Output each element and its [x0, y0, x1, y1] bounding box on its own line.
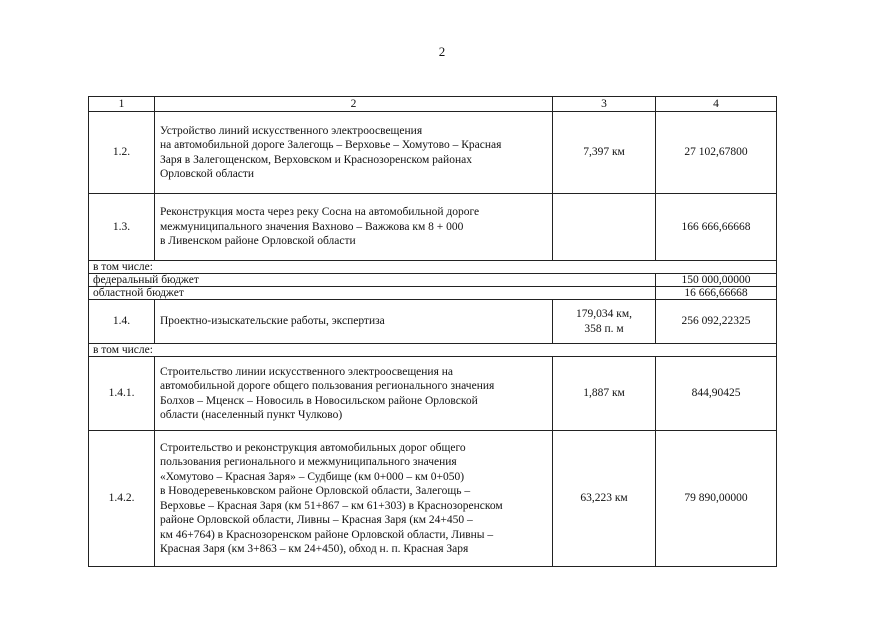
description-line: Строительство линии искусственного электроосвещения на: [160, 365, 454, 378]
description-line: в Новодеревеньковском районе Орловской области, Залегощь –: [160, 485, 471, 497]
fund-label: федеральный бюджет: [89, 274, 656, 287]
row-description: [155, 194, 553, 261]
description-line: Орловской области: [160, 168, 255, 180]
description-line: Реконструкция моста через реку Сосна на автомобильной дороге: [160, 206, 480, 219]
description-line: в Ливенском районе Орловской области: [160, 235, 356, 248]
fund-sum: 150 000,00000: [656, 274, 777, 287]
row-number: 1.4.1.: [89, 357, 155, 431]
length-line: 63,223 км: [580, 492, 628, 505]
description-line: районе Орловской области, Ливны – Красная Заря (км 24+450 –: [160, 514, 473, 526]
fund-label: областной бюджет: [89, 287, 656, 300]
column-header: 1: [89, 97, 155, 112]
description-line: «Хомутово – Красная Заря» – Судбище (км 0+000 – км 0+050): [160, 470, 465, 483]
column-header: 3: [553, 97, 656, 112]
subtotal-label: в том числе:: [89, 261, 777, 274]
table-row: [89, 357, 777, 431]
row-length: [553, 194, 656, 261]
description-line: автомобильной дороге общего пользования регионального значения: [160, 380, 495, 392]
description-line: км 46+764) в Краснозоренском районе Орловской области, Ливны –: [160, 528, 494, 541]
row-number: 1.2.: [89, 112, 155, 194]
table-row: [89, 112, 777, 194]
row-sum: 166 666,66668: [656, 194, 777, 261]
row-number: 1.4.2.: [89, 431, 155, 567]
subtotal-row: [89, 344, 777, 357]
row-description: [155, 431, 553, 567]
description-line: Болхов – Мценск – Новосиль в Новосильском районе Орловской: [160, 394, 478, 407]
description-line: на автомобильной дороге Залегощь – Верховье – Хомутово – Красная: [160, 139, 502, 151]
subtotal-label: в том числе:: [89, 344, 777, 357]
description-line: Заря в Залегощенском, Верховском и Краснозоренском районах: [160, 153, 472, 166]
column-header: 4: [656, 97, 777, 112]
length-line: 1,887 км: [583, 387, 625, 400]
table-row: [89, 300, 777, 344]
description-line: межмуниципального значения Вахново – Важжова км 8 + 000: [160, 220, 464, 233]
row-description: [155, 112, 553, 194]
fund-row: [89, 274, 777, 287]
row-number: 1.3.: [89, 194, 155, 261]
table-header-row: [89, 97, 777, 112]
row-length: [553, 300, 656, 344]
description-line: Проектно-изыскательские работы, экспертиза: [160, 315, 385, 328]
row-sum: 256 092,22325: [656, 300, 777, 344]
description-line: области (населенный пункт Чулково): [160, 409, 343, 421]
description-line: Устройство линий искусственного электроосвещения: [160, 124, 423, 137]
length-line: 179,034 км,: [576, 308, 632, 320]
description-line: Верховье – Красная Заря (км 51+867 – км 61+303) в Краснозоренском: [160, 499, 503, 512]
fund-sum: 16 666,66668: [656, 287, 777, 300]
page-number: 2: [438, 44, 446, 59]
description-line: Красная Заря (км 3+863 – км 24+450), обход н. п. Красная Заря: [160, 543, 469, 555]
row-sum: 844,90425: [656, 357, 777, 431]
row-length: [553, 357, 656, 431]
budget-table: [88, 96, 777, 567]
description-line: Строительство и реконструкция автомобильных дорог общего: [160, 441, 466, 454]
row-length: [553, 112, 656, 194]
table-row: [89, 194, 777, 261]
subtotal-row: [89, 261, 777, 274]
row-description: [155, 300, 553, 344]
column-header: 2: [155, 97, 553, 112]
row-number: 1.4.: [89, 300, 155, 344]
description-line: пользования регионального и межмуниципального значения: [160, 456, 457, 468]
row-sum: 79 890,00000: [656, 431, 777, 567]
table-row: [89, 431, 777, 567]
length-line: 358 п. м: [584, 322, 624, 335]
row-length: [553, 431, 656, 567]
fund-row: [89, 287, 777, 300]
row-description: [155, 357, 553, 431]
length-line: 7,397 км: [583, 146, 625, 159]
row-sum: 27 102,67800: [656, 112, 777, 194]
